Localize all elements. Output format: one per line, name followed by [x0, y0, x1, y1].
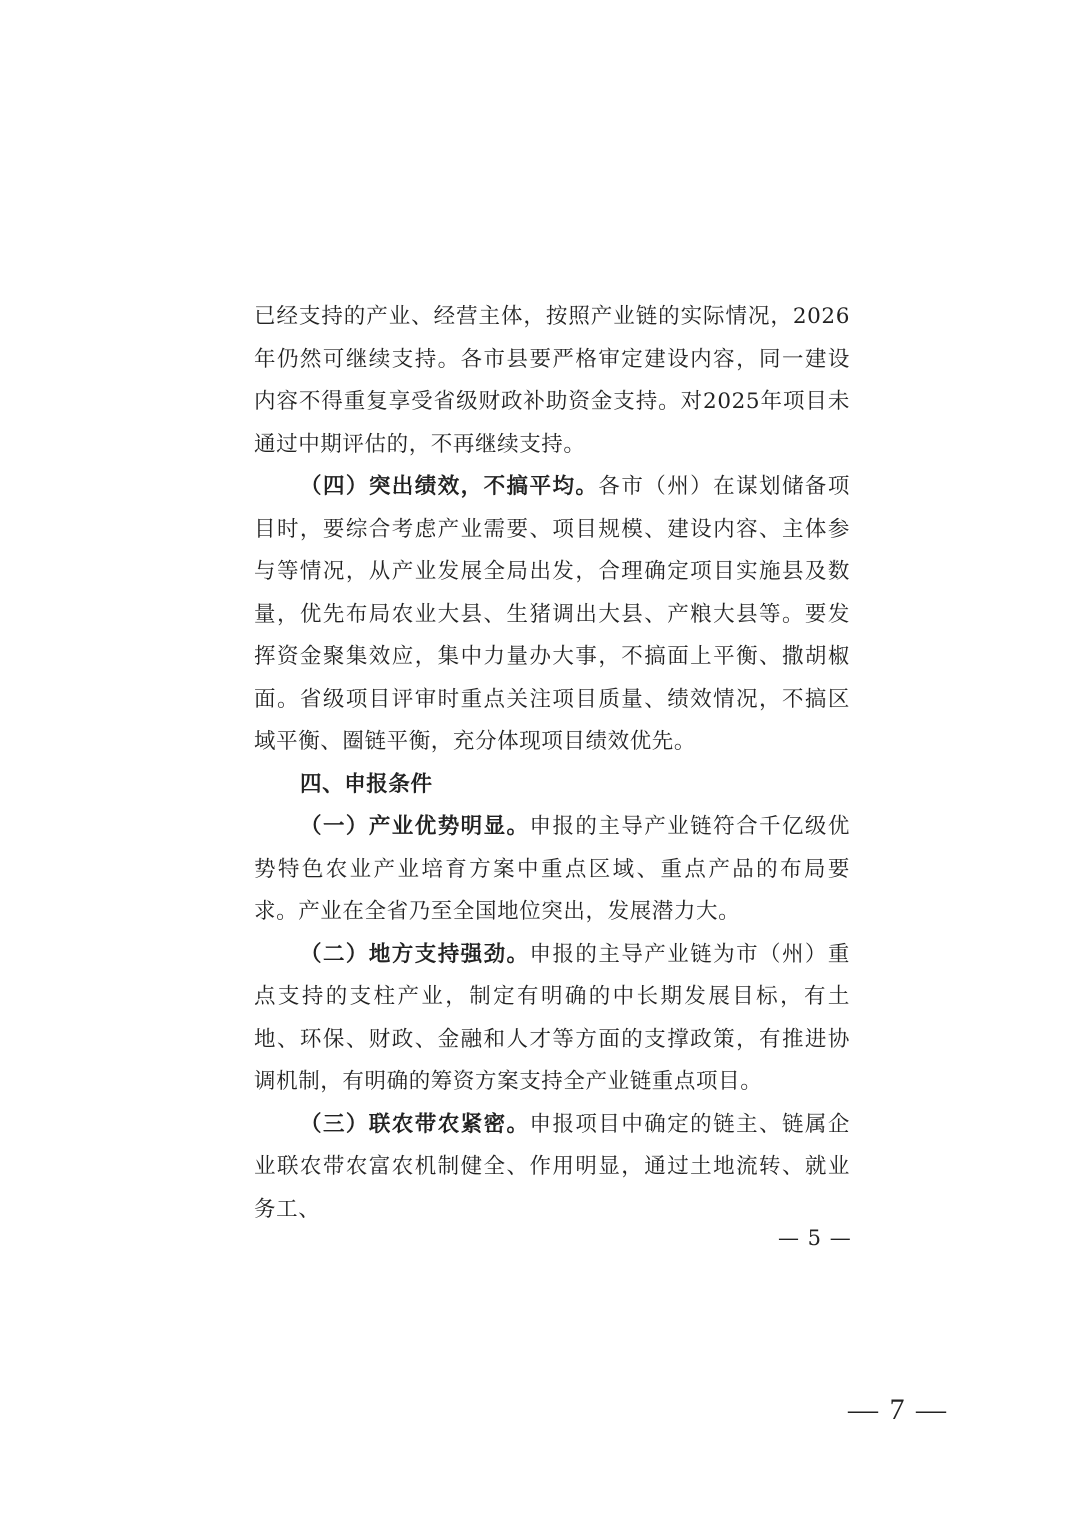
- condition-2-paragraph: [254, 934, 850, 1104]
- condition-2-body: 申报的主导产业链为市（州）重点支持的支柱产业，制定有明确的中长期发展目标，有土地、环保、财政、金融和人才等方面的支撑政策，有推进协调机制，有明确的筹资方案支持全产业链重点项目。: [254, 941, 850, 1094]
- condition-3-paragraph: [254, 1104, 850, 1232]
- continuation-paragraph: 已经支持的产业、经营主体，按照产业链的实际情况，2026年仍然可继续支持。各市县要严格审定建设内容，同一建设内容不得重复享受省级财政补助资金支持。对2025年项目未通过中期评估的，不再继续支持。: [254, 304, 850, 457]
- document-body: [254, 296, 850, 1231]
- condition-1-body: 申报的主导产业链符合千亿级优势特色农业产业培育方案中重点区域、重点产品的布局要求。产业在全省乃至全国地位突出，发展潜力大。: [254, 814, 850, 924]
- condition-1-paragraph: [254, 806, 850, 934]
- inner-page-number: — 5 —: [778, 1226, 852, 1250]
- principle-4-lead: （四）突出绩效，不搞平均。: [300, 474, 599, 499]
- condition-2-lead: （二）地方支持强劲。: [300, 941, 530, 967]
- section-heading: 四、申报条件: [300, 771, 433, 797]
- condition-3-lead: （三）联农带农紧密。: [300, 1111, 530, 1137]
- outer-page-number: — 7 —: [848, 1393, 948, 1426]
- condition-3-body: 申报项目中确定的链主、链属企业联农带农富农机制健全、作用明显，通过土地流转、就业务工、: [254, 1111, 850, 1222]
- condition-1-lead: （一）产业优势明显。: [300, 814, 530, 839]
- principle-4-body: 各市（州）在谋划储备项目时，要综合考虑产业需要、项目规模、建设内容、主体参与等情况，从产业发展全局出发，合理确定项目实施县及数量，优先布局农业大县、生猪调出大县、产粮大县等。要发挥资金聚集效应，集中力量办大事，不搞面上平衡、撒胡椒面。省级项目评审时重点关注项目质量、绩效情况，不搞区域平衡、圈链平衡，充分体现项目绩效优先。: [254, 474, 850, 754]
- principle-4-paragraph: [254, 466, 850, 764]
